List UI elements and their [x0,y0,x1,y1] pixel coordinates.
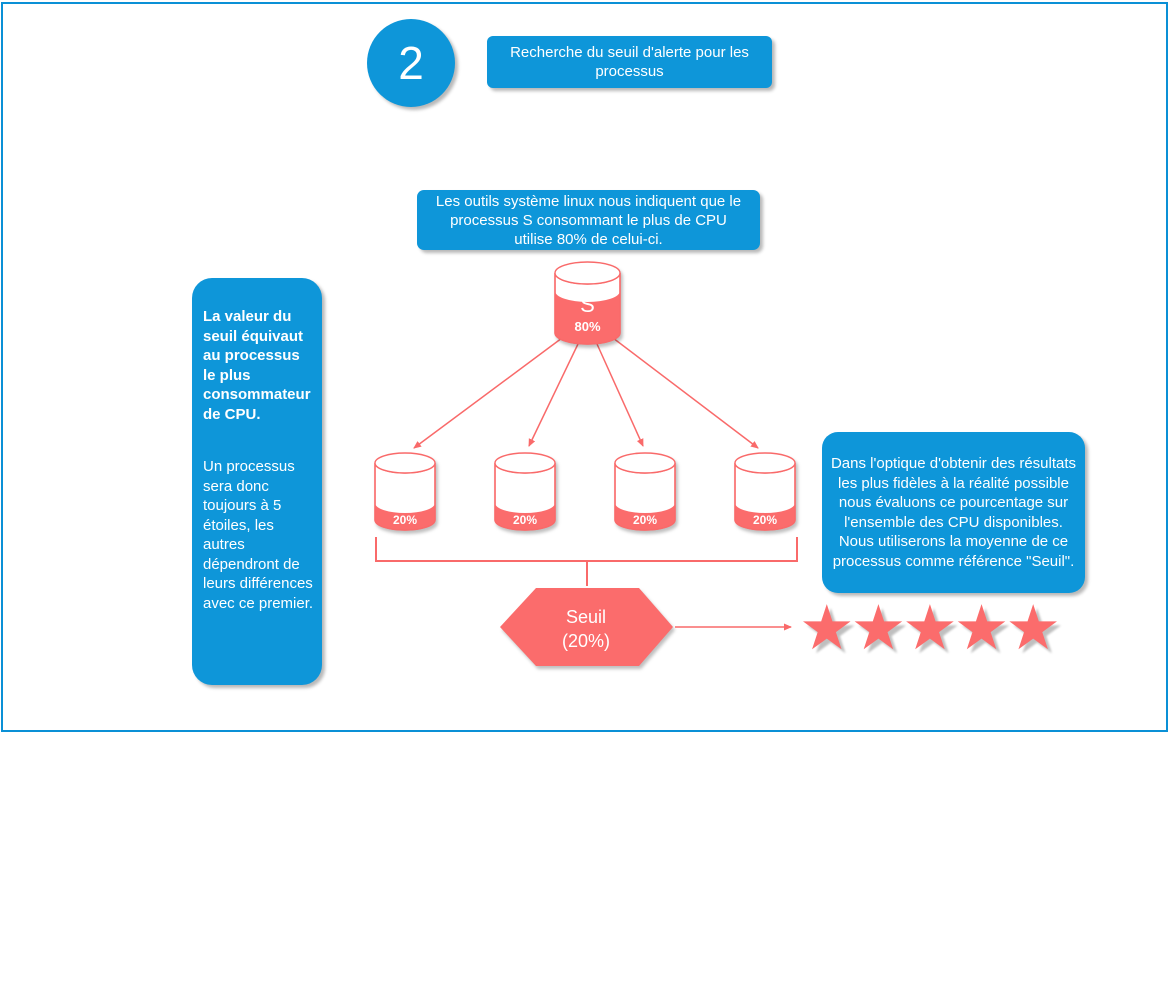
left-note-secondary: Un processus sera donc toujours à 5 étoiles, les autres dépendront de leurs différences avec ce premier. [203,458,314,612]
step-number: 2 [398,37,424,89]
threshold-title: Seuil [565,607,607,627]
step-title: Recherche du seuil d'alerte pour les processus [510,44,749,80]
arrows-s-to-cpus [414,338,758,448]
cpu-usage-label-1: 20% [392,513,418,527]
left-note-primary: La valeur du seuil équivaut au processus le plus consommateur de CPU. [203,308,311,423]
threshold-value: (20%) [561,631,611,651]
process-name-label: S [580,292,595,317]
arrow-s-to-cpu-4 [613,338,758,448]
cpu-usage-label-4: 20% [752,513,778,527]
aggregation-bracket [376,537,797,586]
arrow-s-to-cpu-2 [529,344,578,446]
cpu-cylinder-2 [495,453,555,530]
cpu-cylinder-4 [735,453,795,530]
arrow-s-to-cpu-1 [414,338,562,448]
arrow-s-to-cpu-3 [597,344,643,446]
cpu-usage-label-3: 20% [632,513,658,527]
process-cylinder [555,262,620,344]
process-usage-label: 80% [574,319,601,334]
cpu-cylinder-3 [615,453,675,530]
right-note-text: Dans l'optique d'obtenir des résultats les plus fidèles à la réalité possible nous évaluons ce pourcentage sur l'ensemble des CPU disponibles. Nous utiliserons la moyenne de ce processus comme référence "Seuil". [830,455,1077,570]
threshold-hexagon [500,588,673,666]
cpu-cylinder-1 [375,453,435,530]
star-rating: ★★★★★ [799,594,1057,663]
top-note-text: Les outils système linux nous indiquent que le processus S consommant le plus de CPU utilise 80% de celui-ci. [435,192,742,248]
cpu-usage-label-2: 20% [512,513,538,527]
